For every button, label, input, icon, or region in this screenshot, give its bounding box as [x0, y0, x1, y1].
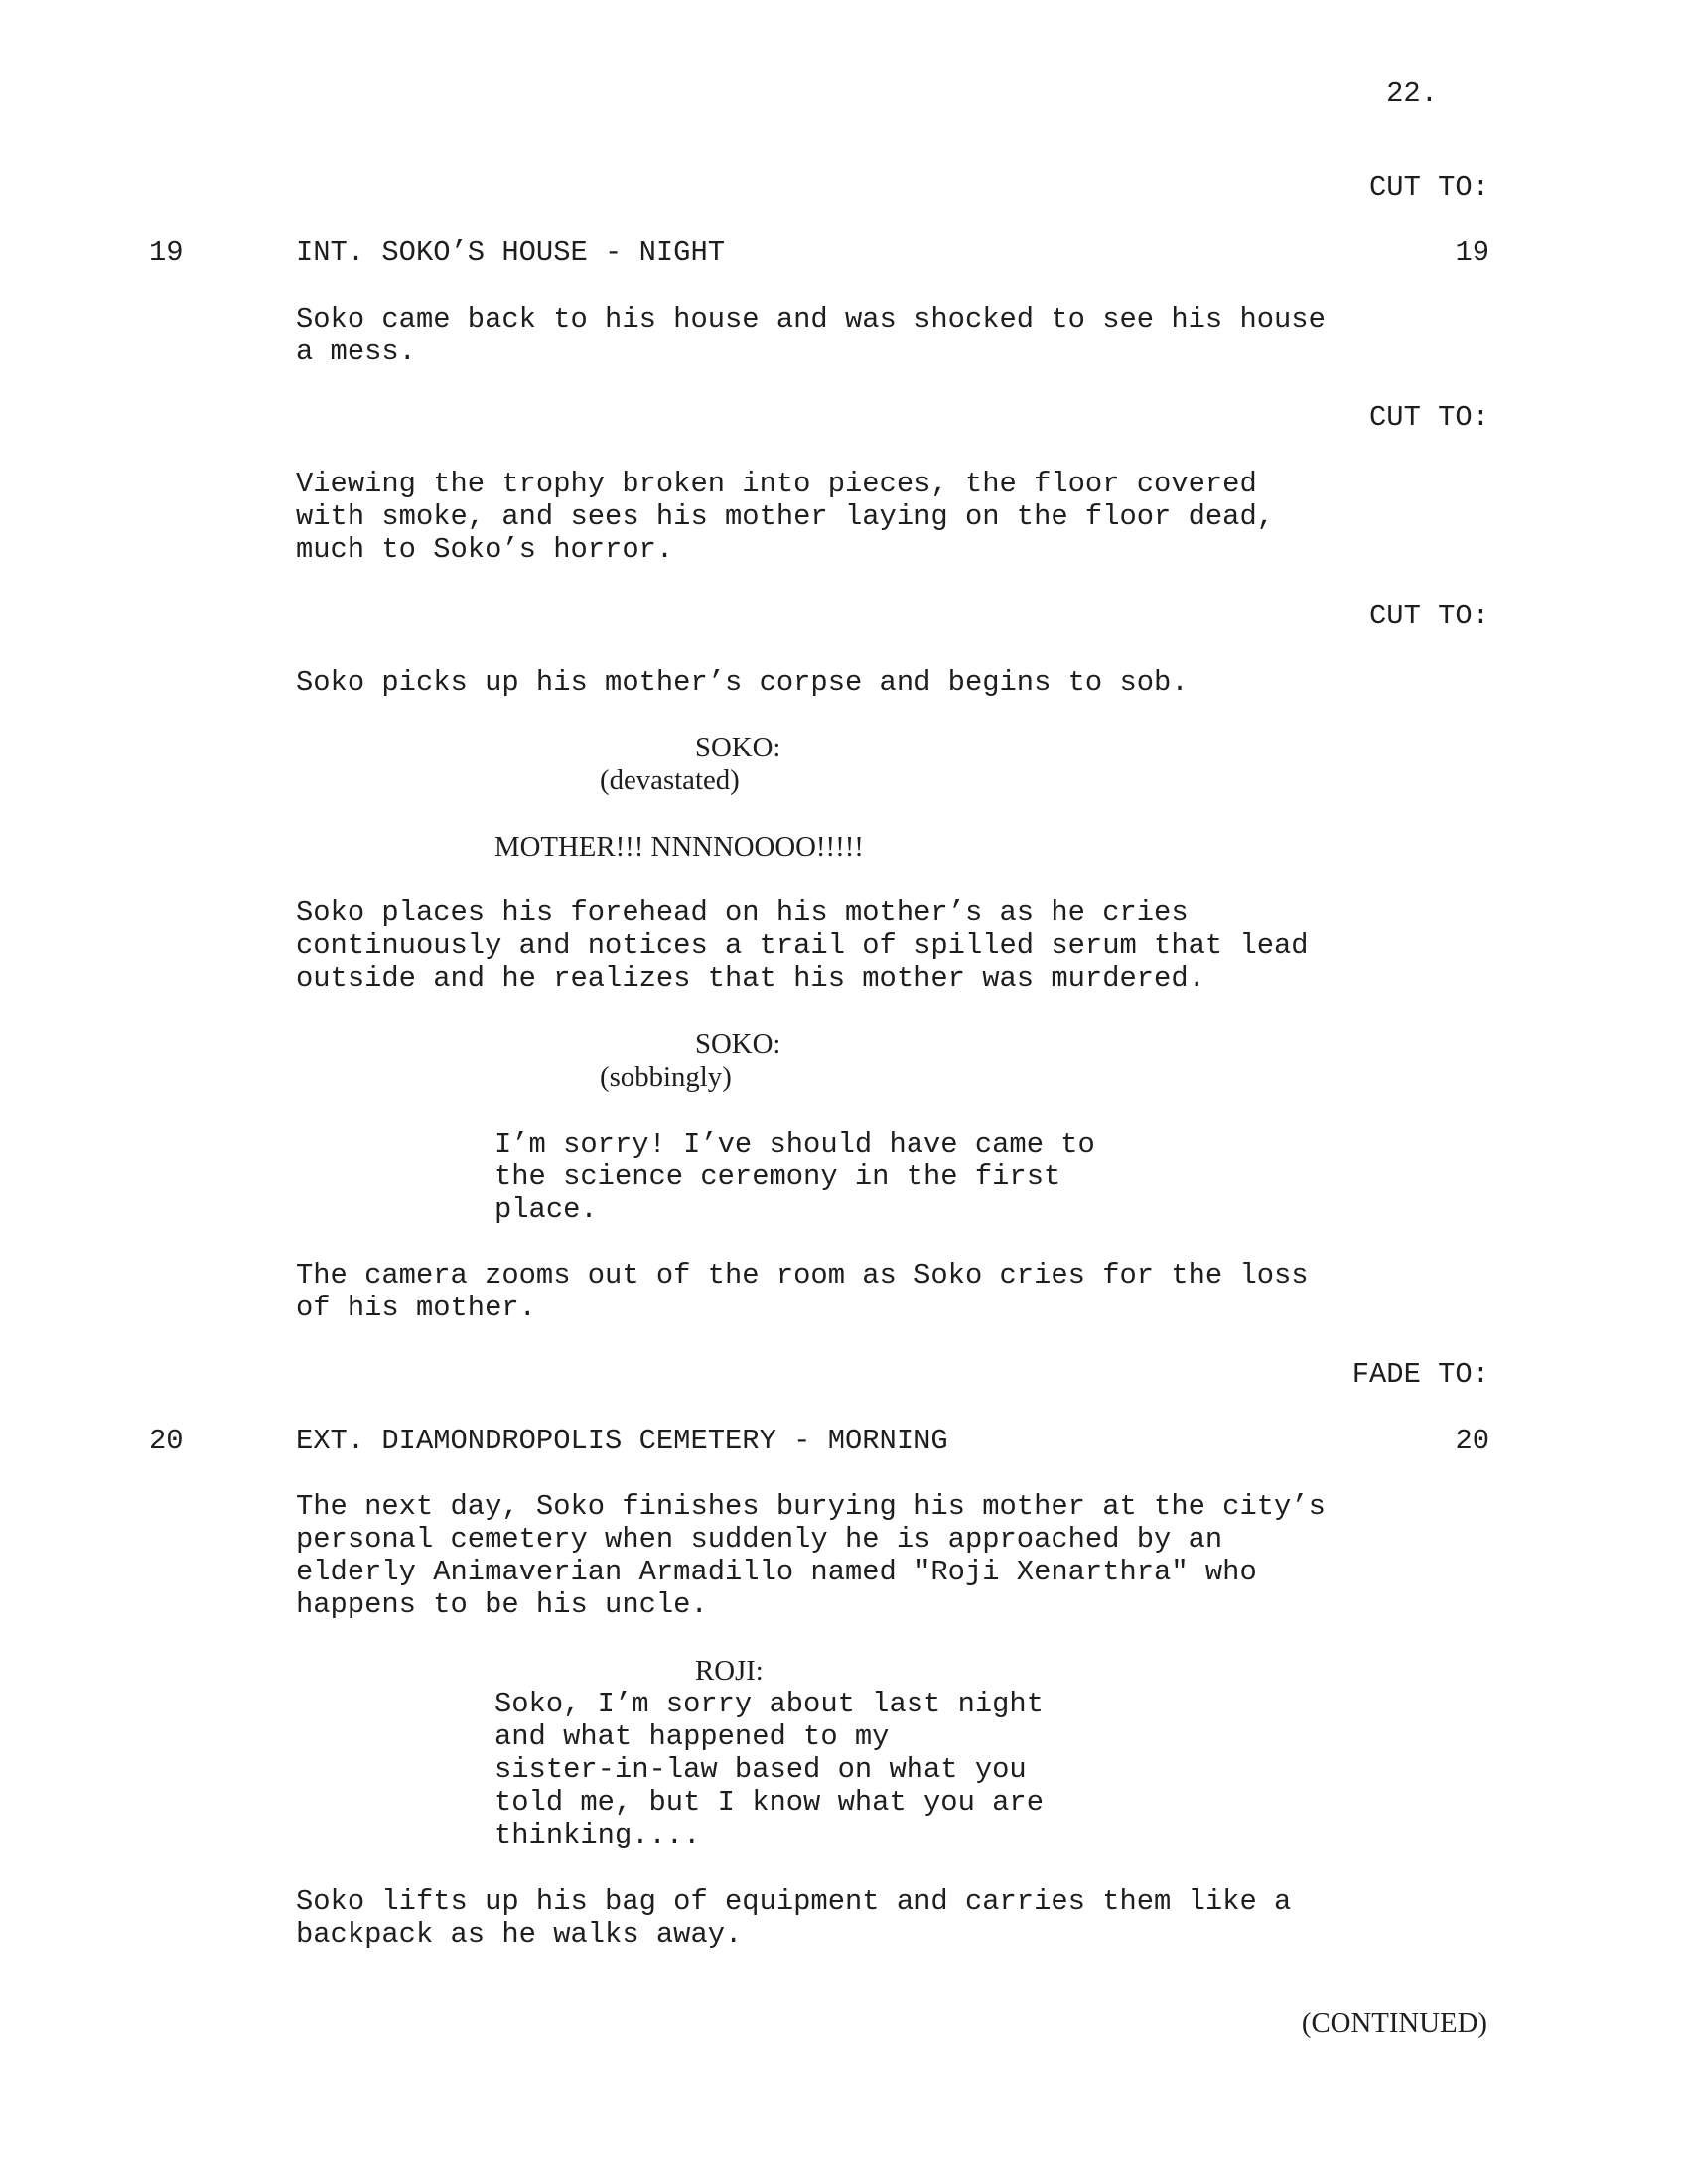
- scene-heading: EXT. DIAMONDROPOLIS CEMETERY - MORNING: [296, 1425, 948, 1457]
- action-line: Soko came back to his house and was shocked to see his house: [296, 303, 1326, 336]
- page-number: 22.: [1386, 77, 1438, 110]
- action-line: with smoke, and sees his mother laying on the floor dead,: [296, 500, 1275, 533]
- dialogue-line: place.: [494, 1193, 598, 1226]
- action-line: backpack as he walks away.: [296, 1918, 743, 1951]
- character-name: SOKO:: [695, 732, 781, 763]
- dialogue-line: told me, but I know what you are: [494, 1786, 1044, 1819]
- parenthetical: (devastated): [600, 764, 740, 796]
- transition-fade-to: FADE TO:: [1351, 1358, 1489, 1391]
- dialogue-line: thinking....: [494, 1819, 701, 1851]
- character-name: ROJI:: [695, 1655, 764, 1687]
- action-line: Soko places his forehead on his mother’s as he cries: [296, 896, 1189, 929]
- action-line: Soko picks up his mother’s corpse and begins to sob.: [296, 666, 1189, 699]
- transition-cut-to: CUT TO:: [1369, 600, 1489, 632]
- action-line: The next day, Soko finishes burying his mother at the city’s: [296, 1490, 1326, 1523]
- scene-number-left: 19: [149, 236, 184, 269]
- dialogue-line: I’m sorry! I’ve should have came to: [494, 1128, 1095, 1160]
- action-line: much to Soko’s horror.: [296, 533, 674, 566]
- dialogue-line: the science ceremony in the first: [494, 1160, 1061, 1193]
- action-line: Viewing the trophy broken into pieces, the floor covered: [296, 468, 1257, 500]
- action-line: Soko lifts up his bag of equipment and carries them like a: [296, 1885, 1292, 1918]
- character-name: SOKO:: [695, 1028, 781, 1060]
- action-line: The camera zooms out of the room as Soko cries for the loss: [296, 1259, 1309, 1292]
- action-line: elderly Animaverian Armadillo named "Roji Xenarthra" who: [296, 1556, 1257, 1588]
- action-line: personal cemetery when suddenly he is approached by an: [296, 1523, 1223, 1556]
- action-line: happens to be his uncle.: [296, 1588, 708, 1621]
- dialogue-line: and what happened to my: [494, 1720, 890, 1753]
- transition-cut-to: CUT TO:: [1369, 171, 1489, 204]
- action-line: a mess.: [296, 336, 416, 368]
- scene-number-left: 20: [149, 1425, 184, 1457]
- scene-number-right: 20: [1455, 1425, 1489, 1457]
- dialogue-line: sister-in-law based on what you: [494, 1753, 1027, 1786]
- continued-marker: (CONTINUED): [1301, 2007, 1487, 2039]
- transition-cut-to: CUT TO:: [1369, 401, 1489, 434]
- scene-number-right: 19: [1455, 236, 1489, 269]
- action-line: of his mother.: [296, 1292, 536, 1324]
- parenthetical: (sobbingly): [600, 1061, 732, 1093]
- scene-heading: INT. SOKO’S HOUSE - NIGHT: [296, 236, 726, 269]
- dialogue-line: Soko, I’m sorry about last night: [494, 1688, 1044, 1720]
- action-line: continuously and notices a trail of spilled serum that lead: [296, 929, 1309, 962]
- action-line: outside and he realizes that his mother was murdered.: [296, 962, 1205, 995]
- dialogue-line: MOTHER!!! NNNNOOOO!!!!!: [494, 831, 864, 863]
